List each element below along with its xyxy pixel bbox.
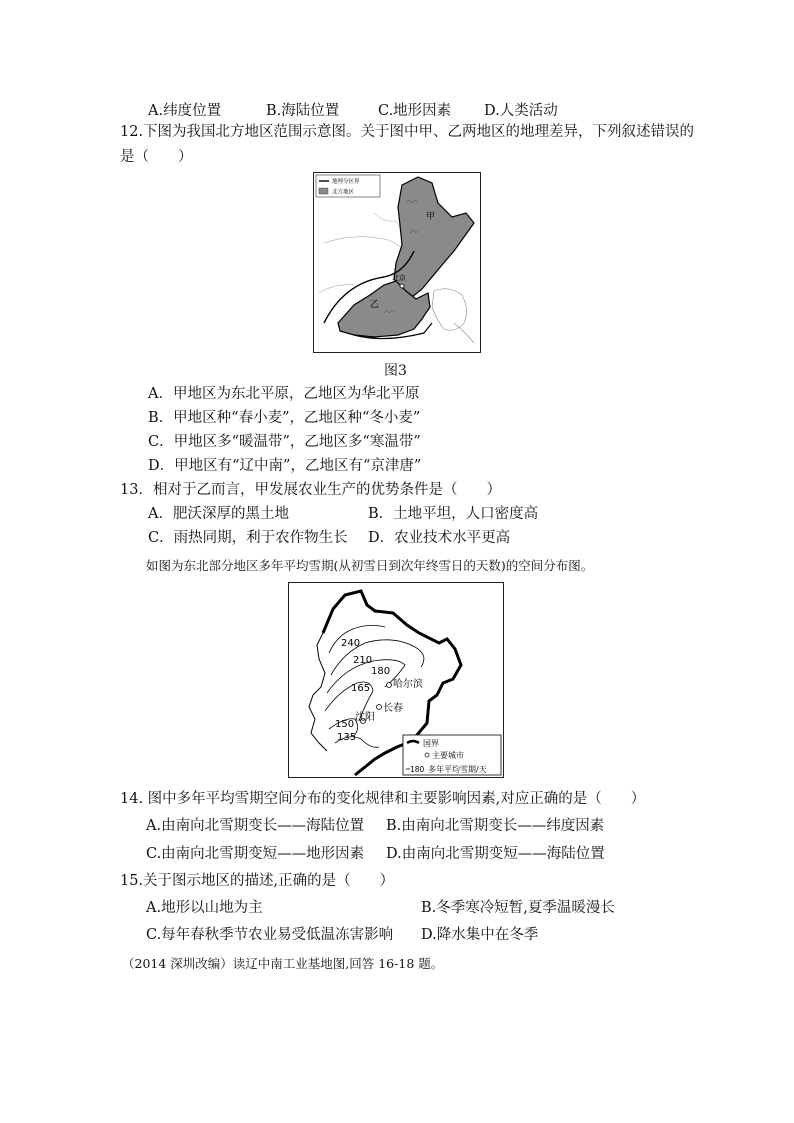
q14-option-a: A.由南向北雪期变长——海陆位置 bbox=[146, 818, 365, 834]
north-china-map bbox=[313, 172, 481, 353]
q15-option-d: D.降水集中在冬季 bbox=[421, 927, 539, 943]
border-line bbox=[324, 237, 409, 263]
q16-18-intro: （2014 深圳改编）读辽中南工业基地图,回答 16-18 题。 bbox=[122, 956, 444, 971]
q15-option-b: B.冬季寒冷短暂,夏季温暖漫长 bbox=[421, 900, 615, 916]
snow-period-map-svg bbox=[289, 583, 503, 777]
sea-outline bbox=[432, 289, 467, 330]
label-beijing: 北京 bbox=[392, 274, 406, 282]
legend-city-symbol bbox=[425, 753, 429, 757]
contour-label-165: 165 bbox=[351, 683, 371, 694]
q13-option-c: C．雨热同期，利于农作物生长 bbox=[148, 530, 348, 546]
q12-option-d: D．甲地区有“辽中南”，乙地区有“京津唐” bbox=[148, 458, 422, 474]
label-jia: 甲 bbox=[426, 212, 436, 222]
q12-stem-line2: 是（ ） bbox=[120, 149, 193, 165]
legend-region-swatch bbox=[319, 188, 328, 194]
legend-isoline-text: 多年平均雪期/天 bbox=[428, 765, 487, 774]
contour-label-240: 240 bbox=[341, 638, 361, 649]
korea-coast bbox=[454, 323, 474, 343]
legend-city-text: 主要城市 bbox=[432, 751, 464, 760]
legend-region-text: 北方地区 bbox=[332, 189, 355, 196]
q11-option-c: C.地形因素 bbox=[378, 103, 452, 119]
mountain-line bbox=[374, 213, 402, 243]
q11-option-d: D.人类活动 bbox=[484, 103, 558, 119]
q13-option-d: D．农业技术水平更高 bbox=[368, 530, 511, 546]
contour-label-135: 135 bbox=[337, 732, 357, 743]
contour-label-210: 210 bbox=[353, 655, 373, 666]
west-boundary bbox=[309, 633, 327, 751]
q15-stem: 15.关于图示地区的描述,正确的是（ ） bbox=[120, 873, 395, 889]
changchun-dot bbox=[377, 705, 382, 710]
q12-stem-line1: 12.下图为我国北方地区范围示意图。关于图中甲、乙两地区的地理差异，下列叙述错误的 bbox=[120, 124, 695, 140]
north-china-map-svg bbox=[314, 173, 480, 352]
q14-option-c: C.由南向北雪期变短——地形因素 bbox=[146, 846, 365, 862]
q15-option-a: A.地形以山地为主 bbox=[146, 900, 263, 916]
city-harbin: 哈尔滨 bbox=[393, 679, 423, 690]
region-jia bbox=[394, 177, 474, 297]
label-yi: 乙 bbox=[370, 300, 380, 310]
q11-option-a: A.纬度位置 bbox=[148, 103, 222, 119]
contour-label-180: 180 bbox=[371, 666, 391, 677]
q12-option-a: A．甲地区为东北平原，乙地区为华北平原 bbox=[148, 386, 420, 402]
q14-stem: 14. 图中多年平均雪期空间分布的变化规律和主要影响因素,对应正确的是（ ） bbox=[120, 791, 646, 807]
contour-label-150: 150 bbox=[335, 719, 355, 730]
q13-option-b: B．土地平坦，人口密度高 bbox=[368, 506, 539, 522]
q15-option-c: C.每年春秋季节农业易受低温冻害影响 bbox=[146, 927, 394, 943]
legend-isoline-value: 180 bbox=[410, 765, 425, 774]
figure-3-caption: 图3 bbox=[384, 363, 407, 379]
q14-option-b: B.由南向北雪期变长——纬度因素 bbox=[386, 818, 605, 834]
legend-border-text: 国界 bbox=[423, 739, 439, 748]
legend-boundary-text: 地理分区界 bbox=[332, 179, 360, 185]
city-shenyang: 沈阳 bbox=[355, 712, 375, 723]
snow-period-map bbox=[288, 582, 504, 778]
q11-option-b: B.海陆位置 bbox=[266, 103, 340, 119]
beijing-dot bbox=[400, 284, 404, 288]
q12-option-b: B．甲地区种“春小麦”，乙地区种“冬小麦” bbox=[148, 410, 421, 426]
harbin-dot bbox=[387, 683, 392, 688]
q14-option-d: D.由南向北雪期变短——海陆位置 bbox=[386, 846, 605, 862]
snow-map-intro: 如图为东北部分地区多年平均雪期(从初雪日到次年终雪日的天数)的空间分布图。 bbox=[146, 558, 594, 573]
q13-option-a: A．肥沃深厚的黑土地 bbox=[148, 506, 289, 522]
city-changchun: 长春 bbox=[383, 703, 403, 714]
q12-option-c: C．甲地区多“暖温带”，乙地区多“寒温带” bbox=[148, 434, 421, 450]
q13-stem: 13．相对于乙而言，甲发展农业生产的优势条件是（ ） bbox=[120, 482, 501, 498]
